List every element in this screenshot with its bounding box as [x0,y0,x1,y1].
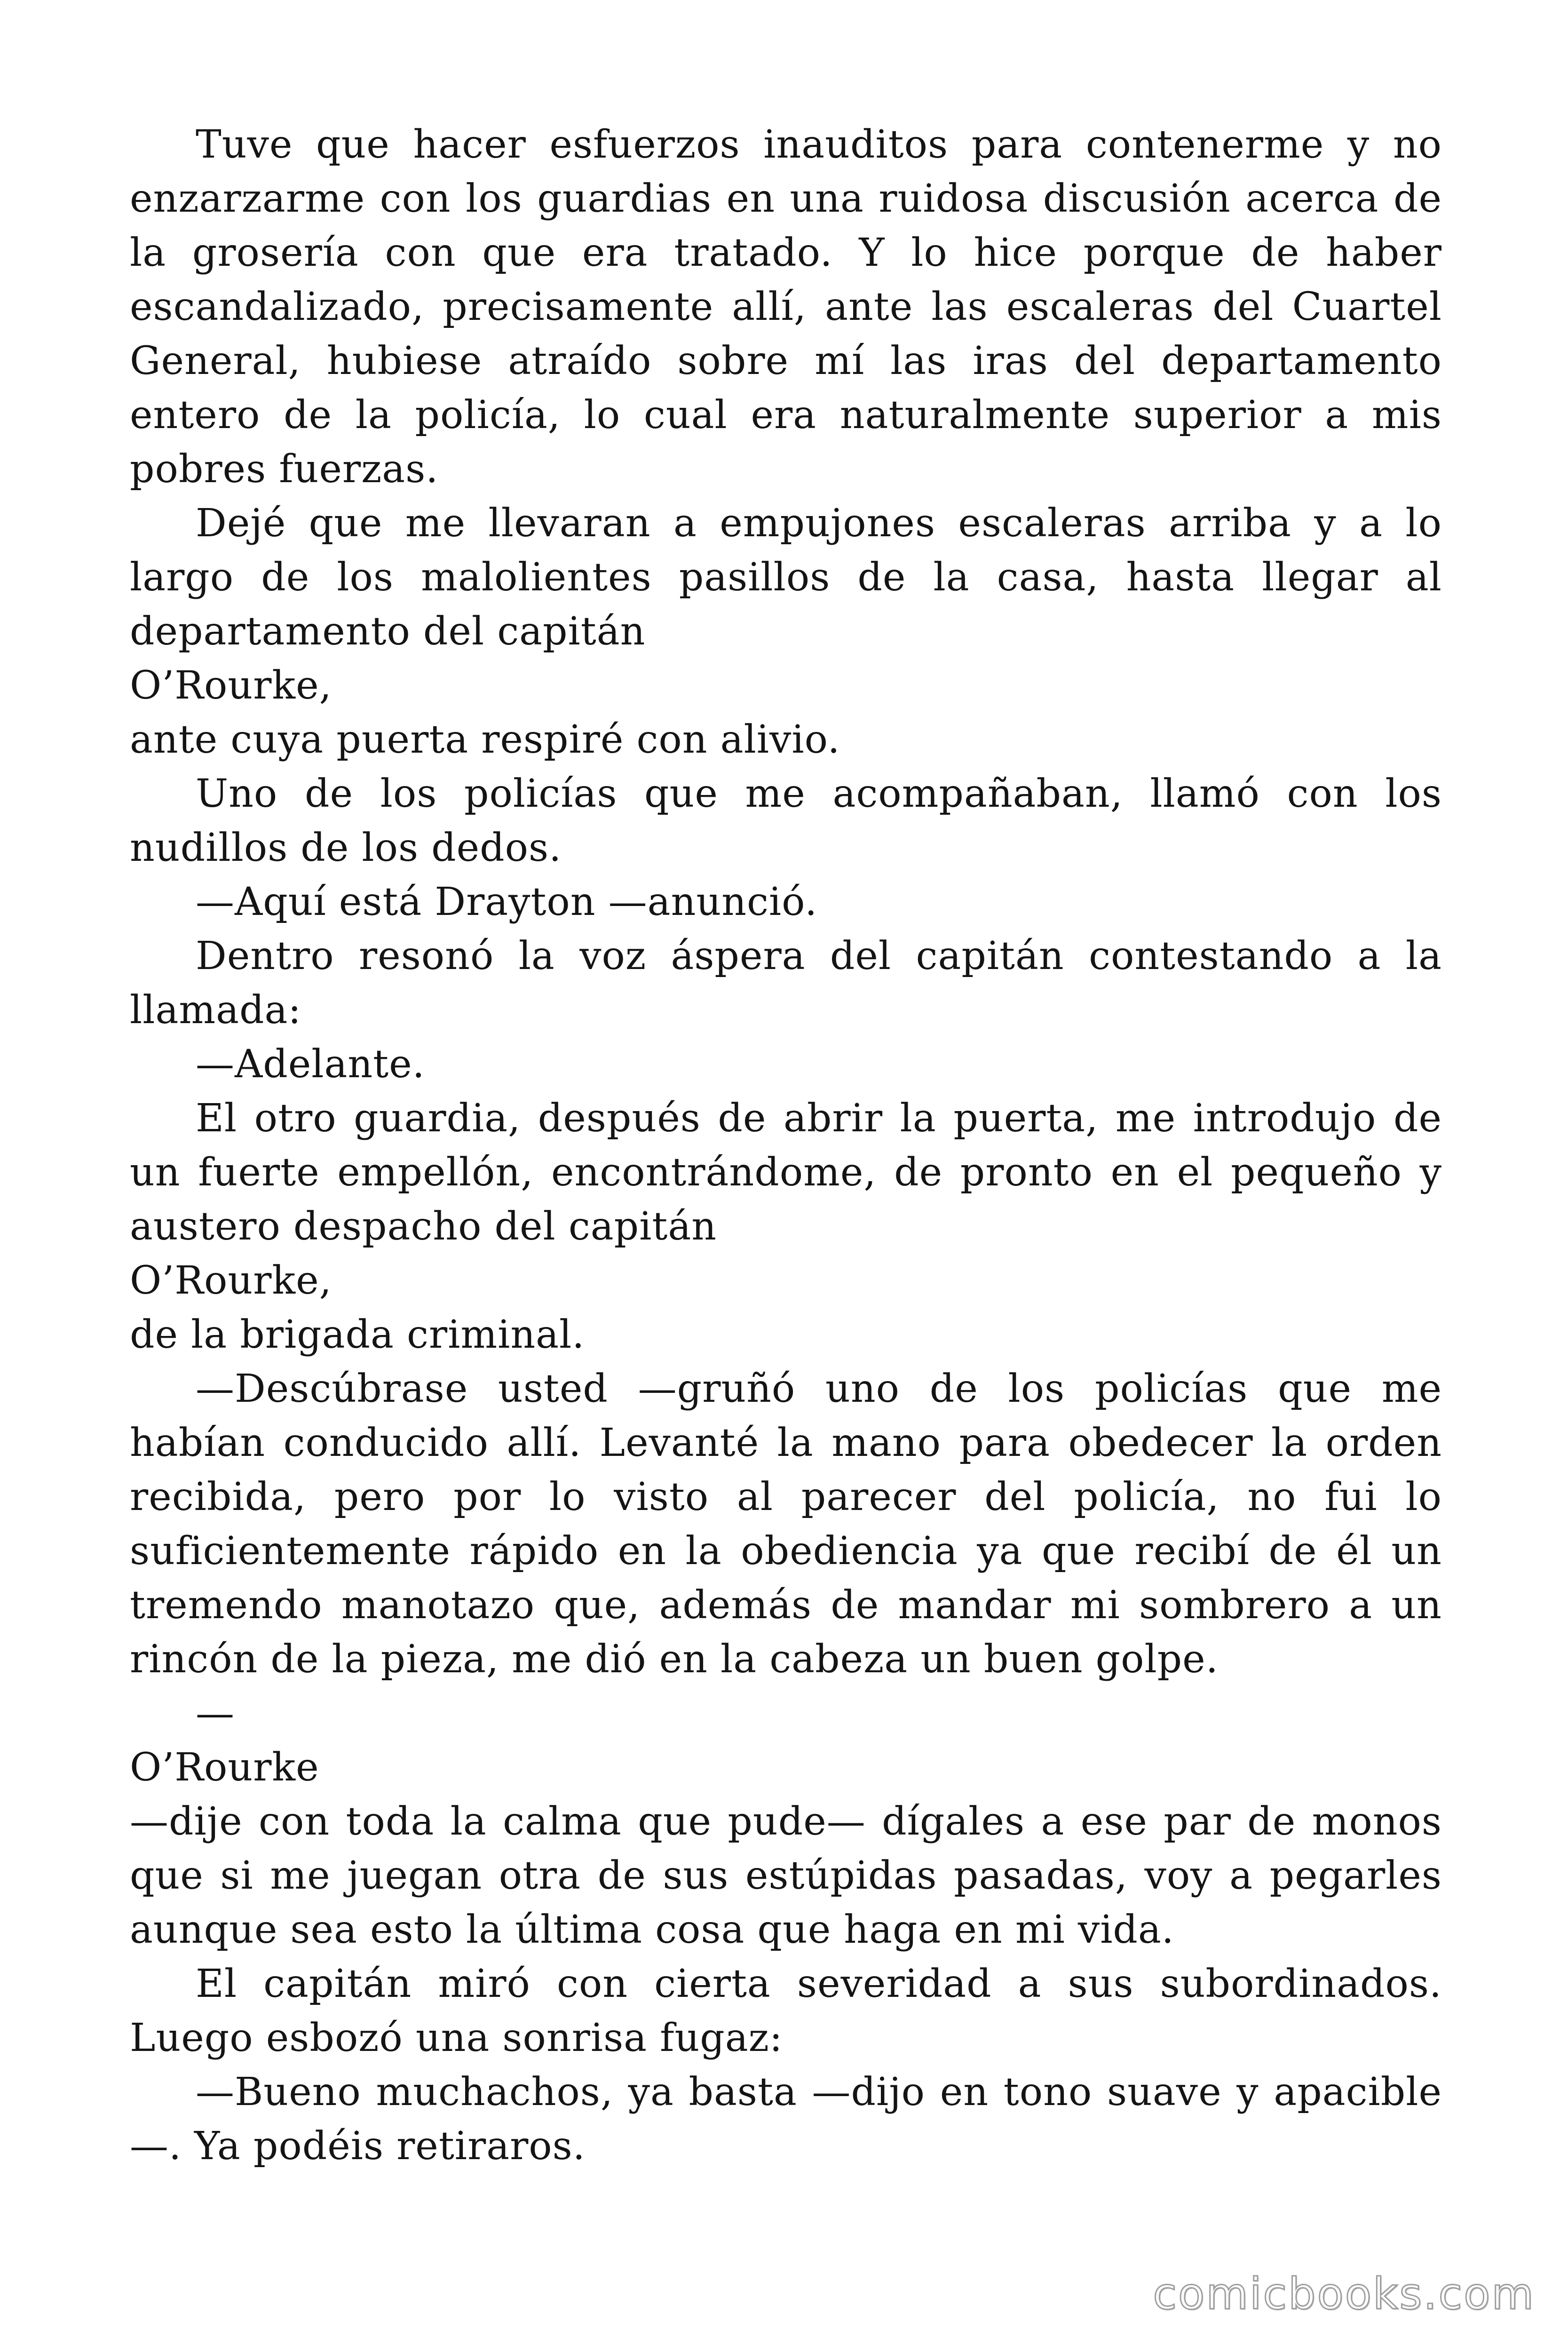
paragraph: O’Rourke, [130,663,332,708]
paragraph: O’Rourke [130,1745,319,1790]
paragraph: Uno de los policías que me acompañaban, llamó con los nudillos de los dedos. [130,771,1442,870]
paragraph: El capitán miró con cierta severidad a sus subordinados. Luego esbozó una sonrisa fugaz: [130,1962,1442,2060]
paragraph: —Bueno muchachos, ya basta —dijo en tono suave y apacible—. Ya podéis retiraros. [130,2070,1442,2169]
watermark: comicbooks.com [1153,2269,1535,2319]
paragraph: de la brigada criminal. [130,1312,585,1357]
book-page [130,118,1442,2173]
paragraph: Dejé que me llevaran a empujones escaleras arriba y a lo largo de los malolientes pasillos de la casa, hasta llegar al departamento del capitán [130,501,1442,654]
paragraph: —Aquí está Drayton —anunció. [196,880,818,924]
paragraph: O’Rourke, [130,1258,332,1303]
paragraph: — [196,1691,235,1736]
paragraph: El otro guardia, después de abrir la puerta, me introdujo de un fuerte empellón, encontrándome, de pronto en el pequeño y austero despacho del capitán [130,1096,1442,1249]
paragraph: —dije con toda la calma que pude— dígales a ese par de monos que si me juegan otra de sus estúpidas pasadas, voy a pegarles aunque sea esto la última cosa que haga en mi vida. [130,1799,1442,1952]
paragraph: —Adelante. [196,1042,425,1087]
paragraph: Tuve que hacer esfuerzos inauditos para contenerme y no enzarzarme con los guardias en una ruidosa discusión acerca de la grosería con que era tratado. Y lo hice porque de haber escandalizado, precisamente allí, ante las escaleras del Cuartel General, hubiese atraído sobre mí las iras del departamento entero de la policía, lo cual era naturalmente superior a mis pobres fuerzas. [130,122,1442,492]
paragraph: —Descúbrase usted —gruñó uno de los policías que me habían conducido allí. Levanté la mano para obedecer la orden recibida, pero por lo visto al parecer del policía, no fui lo suficientemente rápido en la obediencia ya que recibí de él un tremendo manotazo que, además de mandar mi sombrero a un rincón de la pieza, me dió en la cabeza un buen golpe. [130,1367,1442,1682]
paragraph: Dentro resonó la voz áspera del capitán contestando a la llamada: [130,934,1442,1033]
paragraph: ante cuya puerta respiré con alivio. [130,717,840,762]
